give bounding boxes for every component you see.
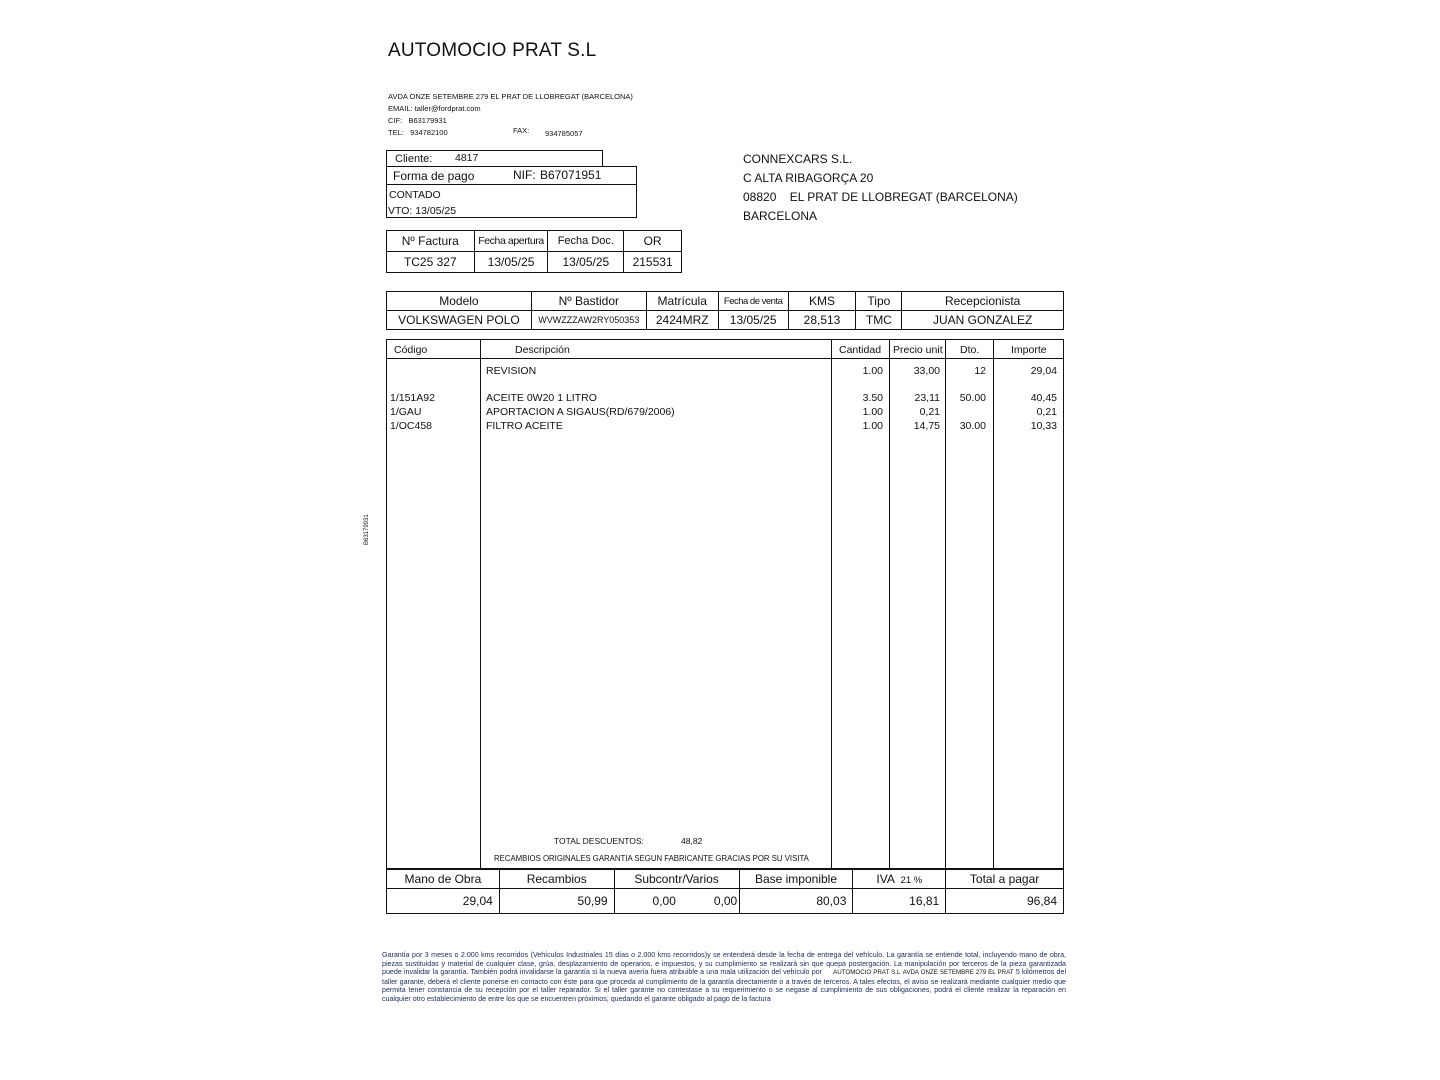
company-email: taller@fordprat.com [414, 104, 481, 113]
tel-label: TEL: [388, 128, 404, 137]
vehicle-plate: 2424MRZ [646, 311, 718, 330]
warranty-company: AUTOMOCIO PRAT S.L [833, 969, 901, 977]
total-value: 96,84 [946, 889, 1064, 914]
warranty-text-2: 5 kilómetros del taller garante, deberá el cliente ponerse en contacto con éste para que proceda al cumplimiento de la garantía directamente o a través de terceros. A tales efectos, el aviso se realizará mediante cualquier medio que permita tener constancia de su recepción por el taller reparador. Si el taller garante no contestase a su requerimiento o se negase al cumplimiento de sus obligaciones, podrá el cliente realizar la reparación en cualquier otro establecimiento de entre los que se encuentren próximos, quedando el garante obligado al pago de la factura [382, 968, 1067, 1003]
parts-label: Recambios [499, 870, 614, 889]
quantity-header: Cantidad [839, 344, 882, 356]
item-price: 23,11 [914, 392, 940, 404]
recipient-postal-code: 08820 [743, 190, 777, 204]
recipient-province: BARCELONA [743, 209, 818, 223]
base-value: 80,03 [739, 889, 853, 914]
item-desc: REVISION [486, 365, 537, 377]
company-address: AVDA ONZE SETEMBRE 279 EL PRAT DE LLOBREGAT (BARCELONA) [388, 92, 633, 101]
company-email-row [388, 103, 633, 115]
total-discounts-label: TOTAL DESCUENTOS: [554, 836, 644, 846]
iva-rate: 21 % [900, 875, 923, 886]
totals-table [386, 869, 1064, 914]
items-table [386, 339, 1064, 869]
total-discounts-value: 48,82 [681, 836, 703, 846]
vehicle-sale-date: 13/05/25 [718, 311, 788, 330]
or-number: 215531 [624, 252, 682, 273]
item-dto: 12 [974, 365, 986, 377]
vehicle-receptionist: JUAN GONZALEZ [902, 311, 1064, 330]
or-header: OR [624, 231, 682, 252]
fax-label: FAX: [513, 126, 530, 135]
nif-label: NIF: [513, 168, 536, 182]
item-qty: 1.00 [862, 365, 883, 377]
warranty-text-1: Garantía por 3 meses o 2.000 kms recorridos (Vehículos Industriales 15 días o 2.000 kms recorridos)y se entenderá desde la fecha de entrega del vehículo. La garantía se entiende total, incluyendo mano de obra, piezas sustituidas y material de cualquier clase, grúa, desplazamiento de operarios, e impuestos, y su cumplimiento se realizará sin que quepa postergación. La manipulación por terceros de la pieza garantizada puede invalidar la garantía. También podrá invalidarse la garantía si la nueva avería fuera atribuible a una mala utilización del vehículo por [382, 951, 1066, 977]
item-amount: 40,45 [1030, 392, 1057, 404]
email-label: EMAIL: [388, 104, 413, 113]
company-cif-row [388, 115, 633, 127]
invoice-number-header: Nº Factura [387, 231, 475, 252]
item-qty: 3.50 [862, 392, 883, 404]
item-price: 14,75 [913, 420, 940, 432]
warranty-address: AVDA ONZE SETEMBRE 279 EL PRAT [902, 969, 1014, 977]
base-label: Base imponible [739, 870, 853, 889]
item-code: 1/GAU [390, 406, 422, 418]
item-amount: 29,04 [1030, 365, 1057, 377]
items-note: RECAMBIOS ORIGINALES GARANTIA SEGUN FABRICANTE GRACIAS POR SU VISITA [494, 854, 809, 863]
item-amount: 10,33 [1030, 420, 1057, 432]
iva-value: 16,81 [853, 889, 946, 914]
iva-label: IVA [876, 872, 895, 886]
payment-label: Forma de pago [393, 169, 475, 183]
varios-value: 0,00 [713, 894, 738, 908]
iva-label-cell [853, 870, 946, 889]
open-date-header: Fecha apertura [474, 231, 548, 252]
client-box [386, 150, 603, 167]
item-code: 1/OC458 [390, 420, 433, 432]
company-tel-row [388, 127, 633, 139]
doc-date-header: Fecha Doc. [548, 231, 624, 252]
cif-label: CIF: [388, 116, 403, 125]
company-name: AUTOMOCIO PRAT S.L [388, 40, 597, 61]
plate-header: Matrícula [646, 292, 718, 311]
doc-date: 13/05/25 [548, 252, 624, 273]
kms-header: KMS [788, 292, 856, 311]
subcontr-cell [614, 889, 739, 914]
subcontr-label: Subcontr/Varios [614, 870, 739, 889]
labor-label: Mano de Obra [387, 870, 500, 889]
item-price: 33,00 [913, 365, 940, 377]
type-header: Tipo [856, 292, 902, 311]
subcontr-value: 0,00 [652, 894, 676, 908]
vehicle-model: VOLKSWAGEN POLO [387, 311, 532, 330]
model-header: Modelo [387, 292, 532, 311]
item-qty: 1.00 [862, 406, 883, 418]
due-date: VTO: 13/05/25 [388, 205, 457, 217]
receptionist-header: Recepcionista [902, 292, 1064, 311]
invoice-table [386, 230, 682, 273]
labor-value: 29,04 [387, 889, 500, 914]
item-dto: 30.00 [959, 420, 986, 432]
vehicle-type: TMC [856, 311, 902, 330]
recipient-street: C ALTA RIBAGORÇA 20 [743, 171, 874, 185]
item-desc: APORTACION A SIGAUS(RD/679/2006) [486, 406, 675, 418]
discount-header: Dto. [960, 344, 980, 356]
code-header: Código [394, 344, 428, 356]
open-date: 13/05/25 [474, 252, 548, 273]
item-qty: 1.00 [862, 420, 883, 432]
sale-date-header: Fecha de venta [718, 292, 788, 311]
payment-box [386, 166, 637, 218]
side-cif: B63179931 [364, 514, 370, 545]
parts-value: 50,99 [499, 889, 614, 914]
item-amount: 0,21 [1036, 406, 1057, 418]
payment-method: CONTADO [389, 189, 441, 201]
company-info [388, 91, 633, 139]
recipient-city-row [743, 188, 1018, 207]
vehicle-table [386, 291, 1064, 330]
amount-header: Importe [1011, 344, 1047, 356]
item-desc: ACEITE 0W20 1 LITRO [486, 392, 597, 404]
vin-header: Nº Bastidor [531, 292, 646, 311]
vehicle-vin: WVWZZZAW2RY050353 [531, 311, 646, 330]
company-tel: 934782100 [410, 128, 448, 137]
invoice-number: TC25 327 [387, 252, 475, 273]
item-code: 1/151A92 [390, 392, 435, 404]
company-cif: B63179931 [408, 116, 447, 125]
description-header: Descripción [515, 344, 570, 356]
recipient-city: EL PRAT DE LLOBREGAT (BARCELONA) [789, 190, 1018, 204]
item-price: 0,21 [919, 406, 940, 418]
item-dto: 50.00 [959, 392, 986, 404]
vehicle-kms: 28,513 [788, 311, 856, 330]
total-label: Total a pagar [946, 870, 1064, 889]
client-number: 4817 [455, 152, 479, 164]
company-fax: 934785057 [545, 129, 583, 138]
recipient-name: CONNEXCARS S.L. [743, 152, 853, 166]
client-label: Cliente: [395, 153, 433, 165]
recipient-address [743, 150, 1018, 226]
warranty-text [382, 951, 1066, 1004]
unit-price-header: Precio unit [893, 344, 943, 356]
client-nif: B67071951 [540, 168, 602, 182]
item-desc: FILTRO ACEITE [486, 420, 563, 432]
